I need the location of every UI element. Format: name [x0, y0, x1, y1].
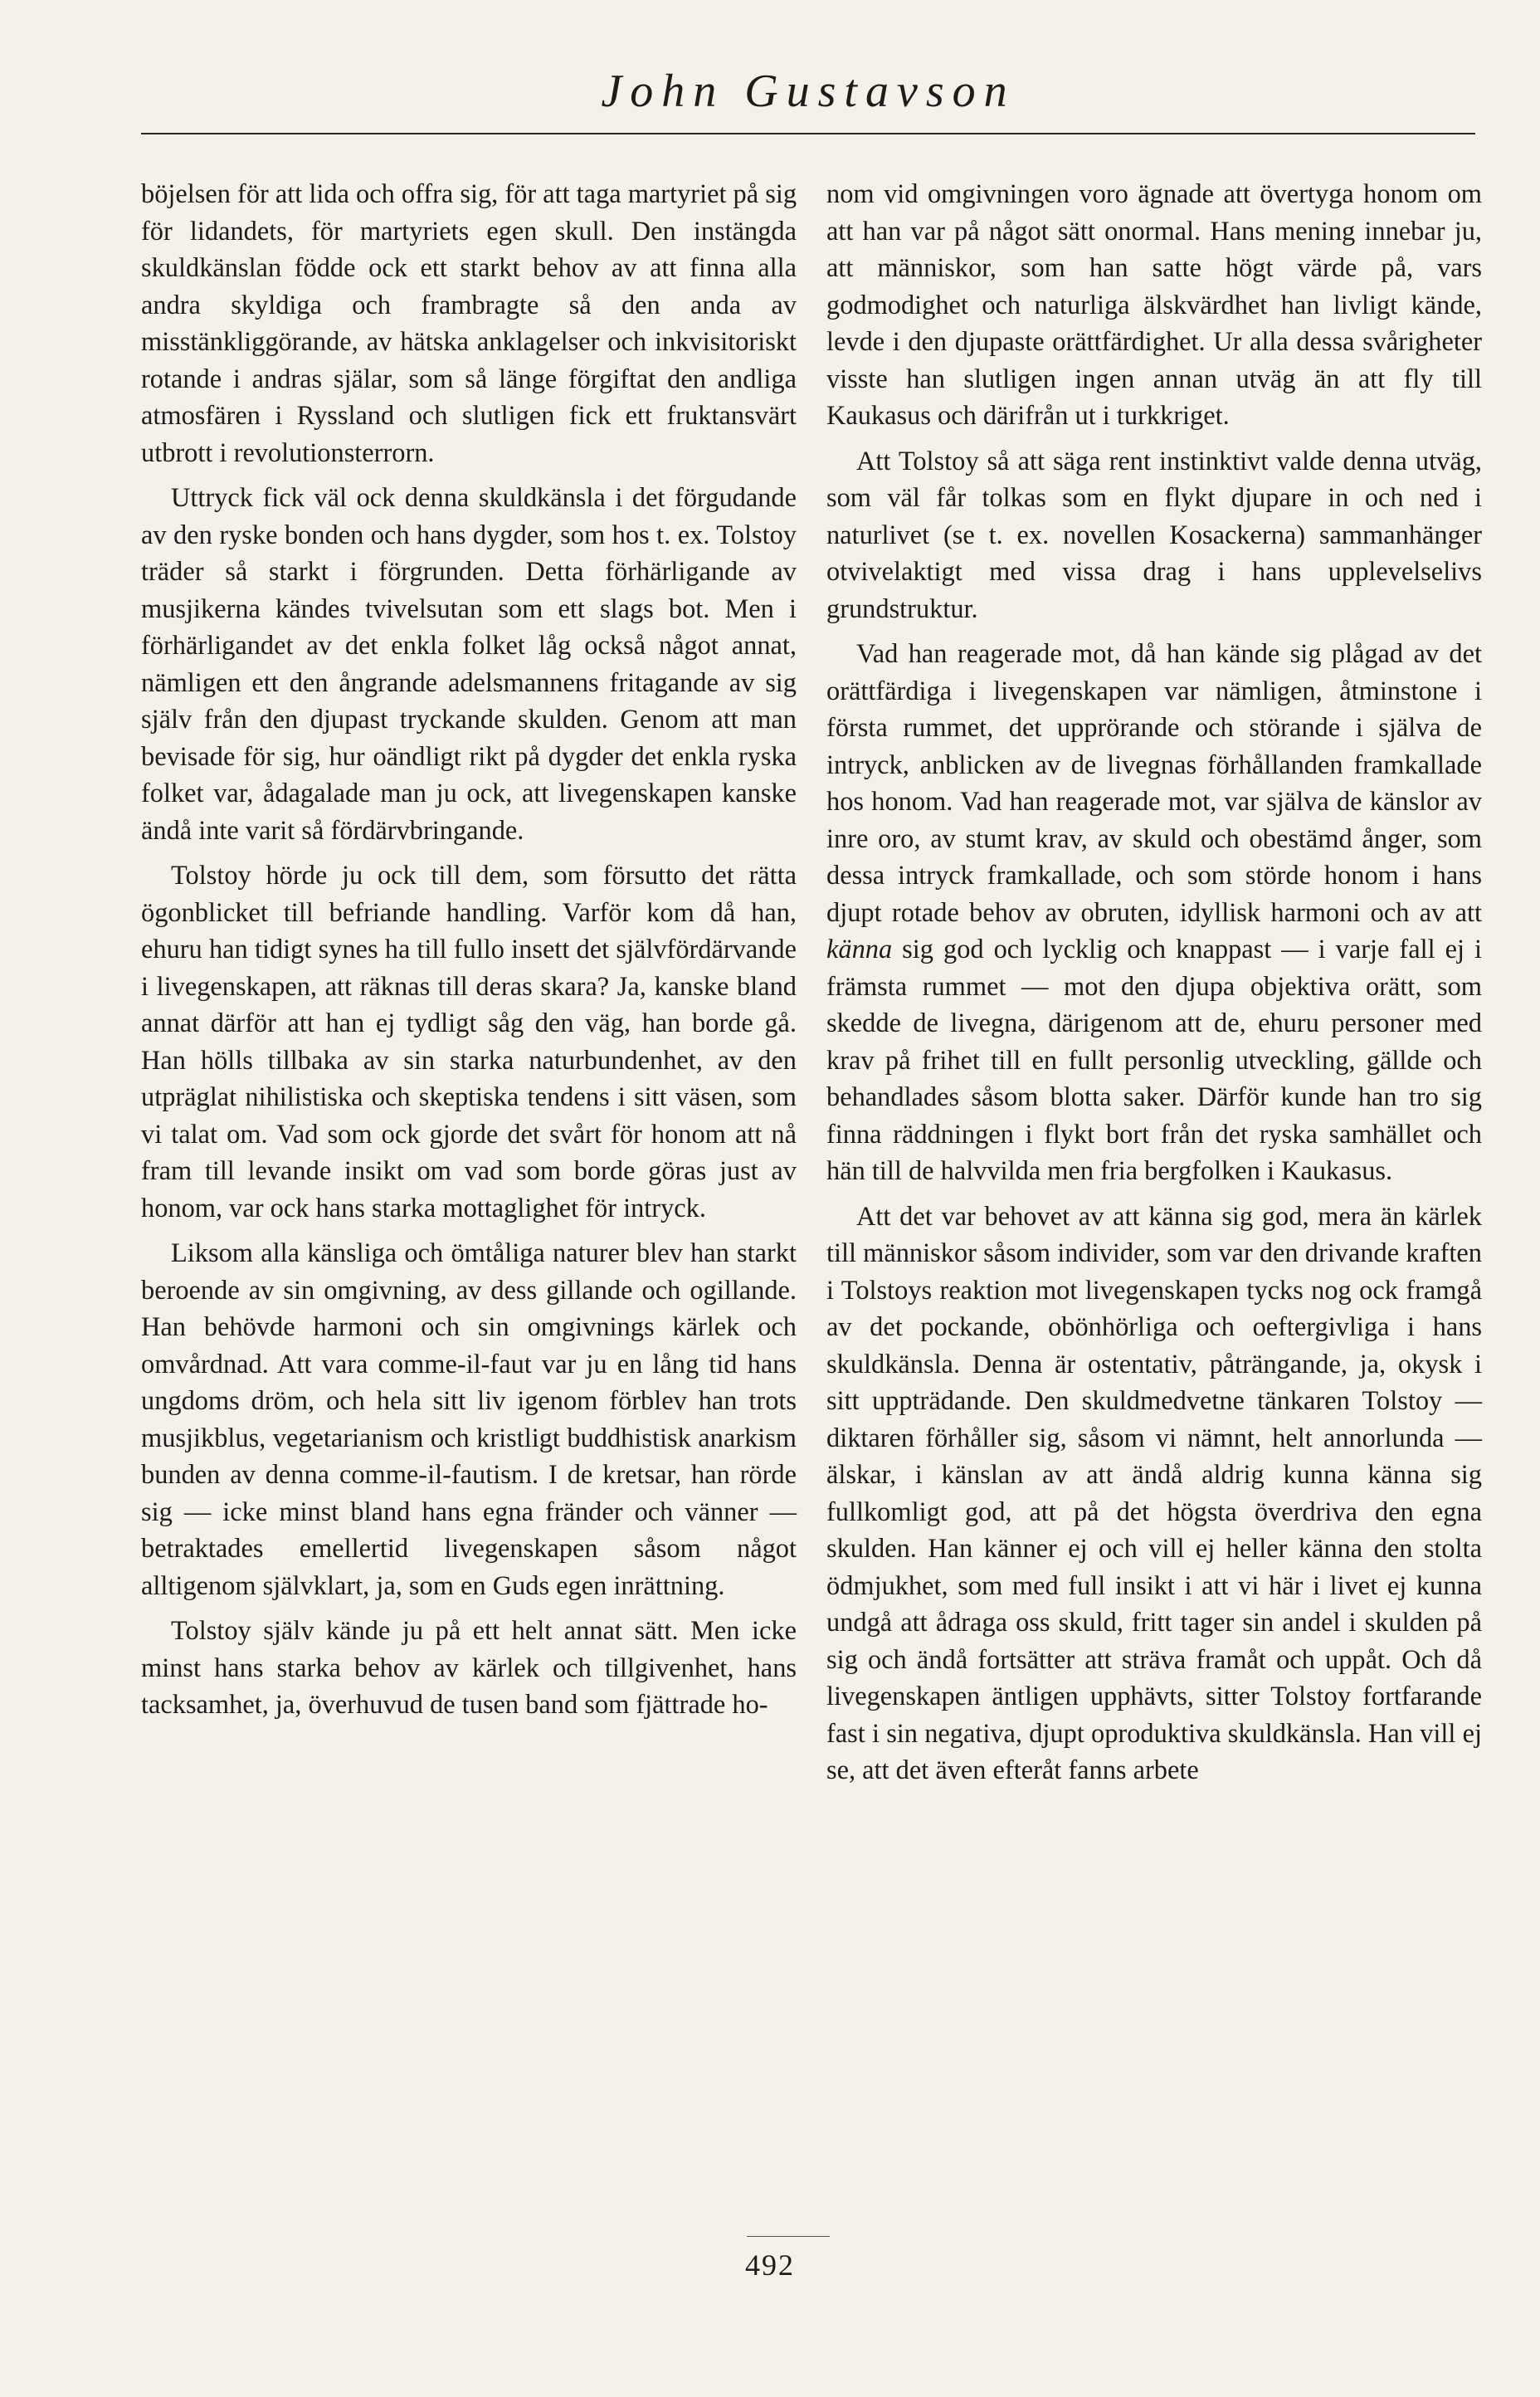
paragraph [826, 636, 1482, 1190]
running-title: John Gustavson [601, 66, 1016, 117]
paragraph: Liksom alla känsliga och ömtåliga naturer blev han starkt beroende av sin omgivning, av dess gillande och ogillande. Han behövde harmoni och sin omgivnings kärlek och omvårdnad. Att vara comme-il-faut var ju en lång tid hans ungdoms dröm, och hela sitt liv igenom förblev han trots musjikblus, vegetarianism och kristligt buddhistisk anarkism bunden av denna comme-il-fautism. I de kretsar, han rörde sig — icke minst bland hans egna fränder och vänner — betraktades emellertid livegenskapen såsom något alltigenom självklart, ja, som en Guds egen inrättning. [141, 1238, 797, 1601]
paragraph: Att det var behovet av att känna sig god, mera än kärlek till människor såsom individer, som var den drivande kraften i Tolstoys reaktion mot livegenskapen tycks nog ock framgå av det pockande, obönhörliga och oeftergivliga i hans skuldkänsla. Denna är ostentativ, påträngande, ja, okysk i sitt uppträdande. Den skuldmedvetne tänkaren Tolstoy — diktaren förhåller sig, såsom vi nämnt, helt annorlunda — älskar, i känslan av att ändå aldrig kunna känna sig fullkomligt god, att på det högsta överdriva den egna skulden. Han känner ej och vill ej heller känna den stolta ödmjukhet, som med full insikt i att vi här i livet ej kunna undgå att ådraga oss skuld, fritt tager sin andel i skulden på sig och ändå fortsätter att sträva framåt och uppåt. Och då livegenskapen äntligen upphävts, sitter Tolstoy fortfarande fast i sin negativa, djupt oproduktiva skuldkänsla. Han vill ej se, att det även efteråt fanns arbete [826, 1201, 1482, 1785]
paragraph: Uttryck fick väl ock denna skuldkänsla i det förgudande av den ryske bonden och hans dygder, som hos t. ex. Tolstoy träder så starkt i förgrunden. Detta förhärligande av musjikerna kändes tvivelsutan som ett slags bot. Men i förhärligandet av det enkla folket låg också något annat, nämligen ett den ångrande adelsmannens fritagande av sig själv från den djupast tryckande skulden. Genom att man bevisade för sig, hur oändligt rikt på dygder det enkla ryska folket var, ådagalade man ju ock, att livegenskapen kanske ändå inte varit så fördärvbringande. [141, 483, 797, 846]
page-header [141, 50, 1475, 133]
emphasized-word: känna [826, 935, 893, 964]
page-number: 492 [745, 2248, 795, 2282]
paragraph-text: sig god och lycklig och knappast — i varje fall ej i främsta rummet — mot den djupa objektiva orätt, som skedde de livegna, därigenom att de, ehuru personer med krav på frihet till en fullt personlig utveckling, gällde och behandlades såsom blotta saker. Därför kunde han tro sig finna räddningen i flykt bort från det ryska samhället och hän till de halvvilda men fria bergfolken i Kaukasus. [826, 935, 1482, 1186]
paragraph-text: Vad han reagerade mot, då han kände sig plågad av det orättfärdiga i livegenskapen var nämligen, åtminstone i första rummet, det upprörande och störande i själva de intryck, anblicken av de livegnas förhållanden framkallade hos honom. Vad han reagerade mot, var själva de känslor av inre oro, av stumt krav, av skuld och obestämd ånger, som dessa intryck framkallade, och som störde honom i hans djupt rotade behov av obruten, idyllisk harmoni och av att [826, 639, 1482, 928]
left-column [141, 176, 797, 1732]
paragraph: Tolstoy hörde ju ock till dem, som försutto det rätta ögonblicket till befriande handling. Varför kom då han, ehuru han tidigt synes ha till fullo insett det självfördärvande i livegenskapen, att räknas till deras skara? Ja, kanske bland annat därför att han ej tydligt såg den väg, han borde gå. Han hölls tillbaka av sin starka naturbundenhet, av den utpräglat nihilistiska och skeptiska tendens i sitt väsen, som vi talat om. Vad som ock gjorde det svårt för honom att nå fram till levande insikt om vad som borde göras just av honom, var ock hans starka mottaglighet för intryck. [141, 861, 797, 1223]
paragraph: Att Tolstoy så att säga rent instinktivt valde denna utväg, som väl får tolkas som en flykt djupare in och ned i naturlivet (se t. ex. novellen Kosackerna) sammanhänger otvivelaktigt med vissa drag i hans upplevelselivs grundstruktur. [826, 446, 1482, 624]
folio-rule [747, 2236, 830, 2237]
paragraph: nom vid omgivningen voro ägnade att övertyga honom om att han var på något sätt onormal. Hans mening innebar ju, att människor, som han satte högt värde på, vars godmodighet och naturliga älskvärdhet han livligt kände, levde i den djupaste orättfärdighet. Ur alla dessa svårigheter visste han slutligen ingen annan utväg än att fly till Kaukasus och därifrån ut i turkkriget. [826, 179, 1482, 431]
paragraph: böjelsen för att lida och offra sig, för att taga martyriet på sig för lidandets, för martyriets egen skull. Den instängda skuldkänslan födde ock ett starkt behov av att finna alla andra skyldiga och frambragte så den anda av misstänkliggörande, av hätska anklagelser och inkvisitoriskt rotande i andras själar, som så länge förgiftat den andliga atmosfären i Ryssland och slutligen fick ett fruktansvärt utbrott i revolutionsterrorn. [141, 179, 797, 468]
header-rule [141, 133, 1475, 134]
right-column [826, 176, 1482, 1798]
paragraph: Tolstoy själv kände ju på ett helt annat sätt. Men icke minst hans starka behov av kärlek och tillgivenhet, hans tacksamhet, ja, överhuvud de tusen band som fjättrade ho- [141, 1616, 797, 1720]
